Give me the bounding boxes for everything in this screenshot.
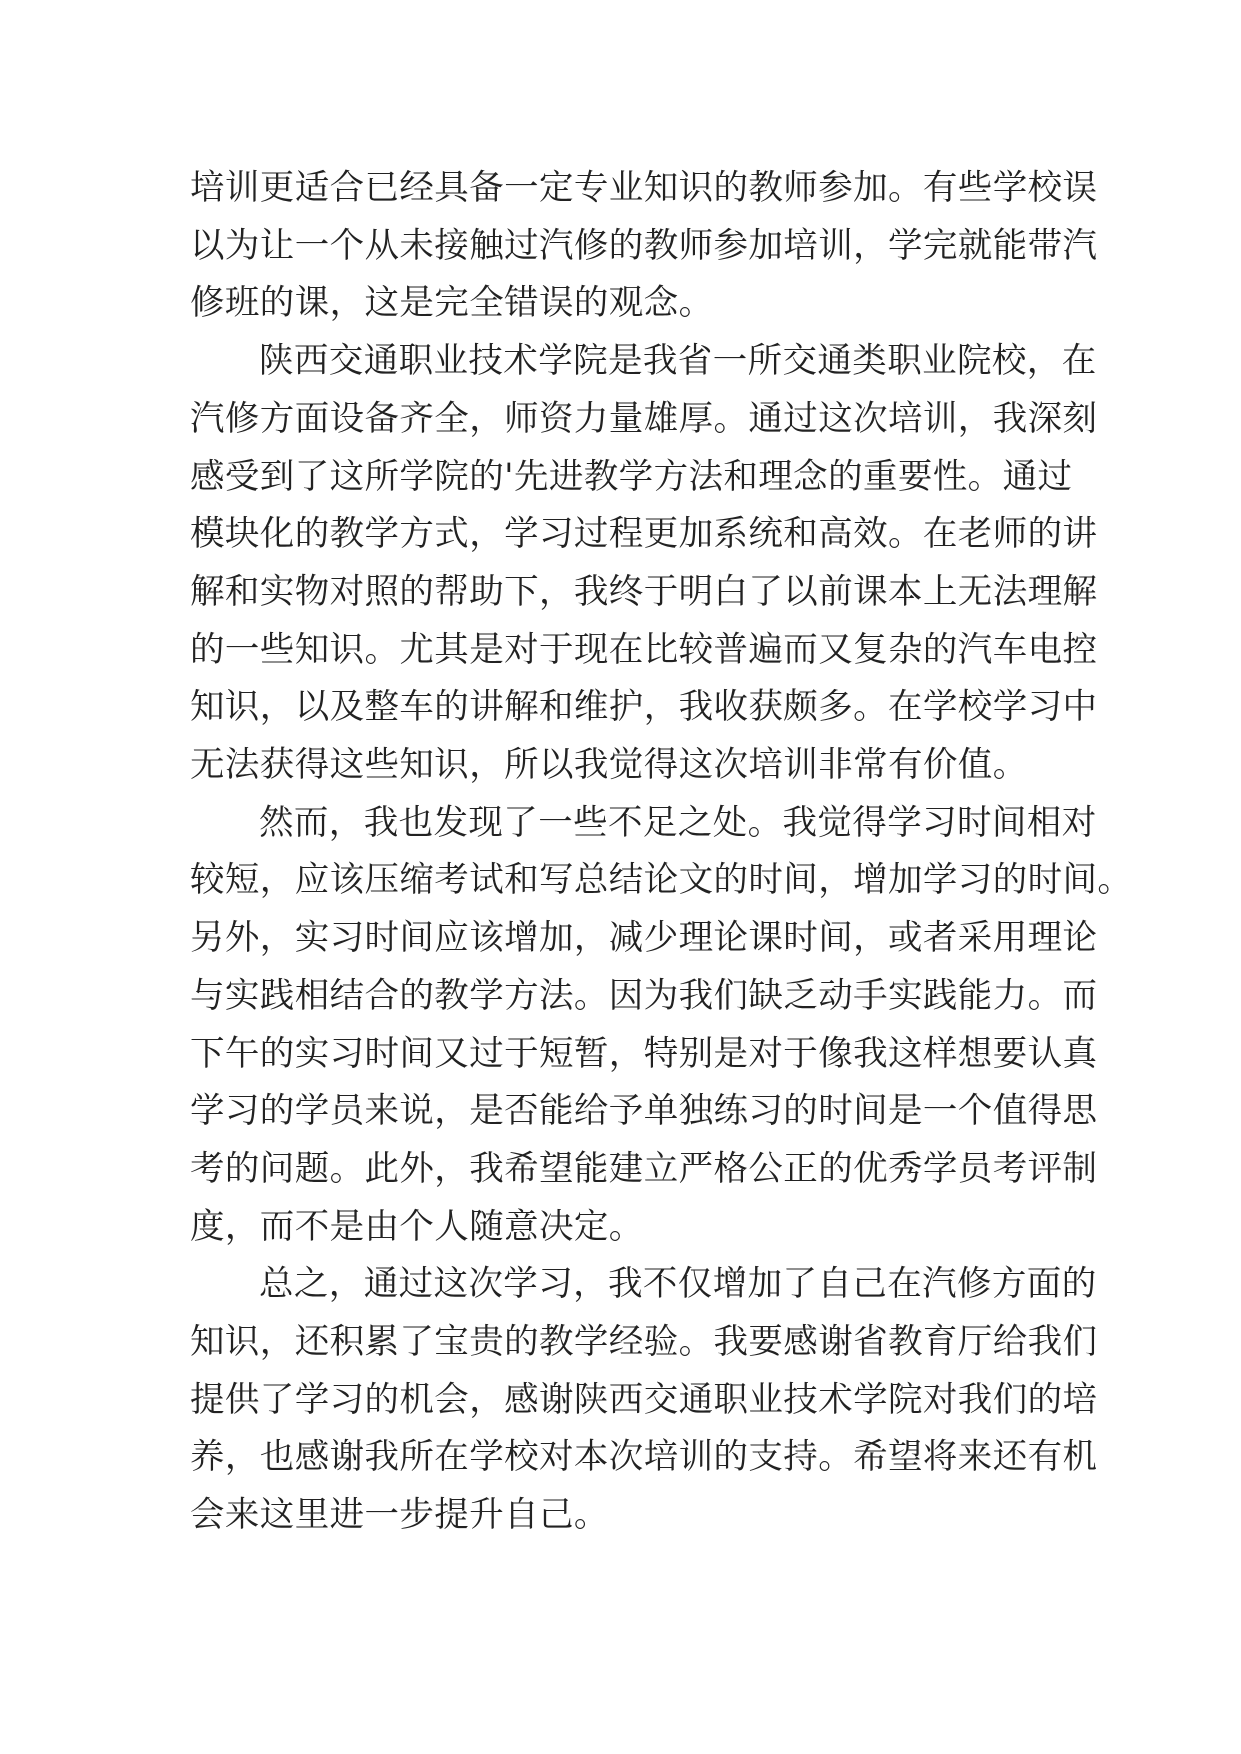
paragraph-4: [190, 1256, 1098, 1545]
text-line: 总之，通过这次学习，我不仅增加了自己在汽修方面的: [259, 1264, 1097, 1305]
text-line: 模块化的教学方式，学习过程更加系统和高效。在老师的讲: [190, 514, 1098, 555]
text-line: 培训更适合已经具备一定专业知识的教师参加。有些学校误: [190, 168, 1098, 208]
text-line: 知识，还积累了宝贵的教学经验。我要感谢省教育厅给我们: [190, 1322, 1098, 1363]
text-line: 无法获得这些知识，所以我觉得这次培训非常有价值。: [190, 745, 1028, 786]
text-line: 的一些知识。尤其是对于现在比较普遍而又复杂的汽车电控: [190, 629, 1098, 670]
text-line: 考的问题。此外，我希望能建立严格公正的优秀学员考评制: [190, 1148, 1098, 1189]
text-line: 以为让一个从未接触过汽修的教师参加培训，学完就能带汽: [190, 225, 1098, 266]
text-line: 感受到了这所学院的'先进教学方法和理念的重要性。通过: [190, 456, 1073, 497]
document-body: [190, 160, 1133, 1545]
paragraph-3: [190, 795, 1133, 1257]
paragraph-1: [190, 160, 1098, 333]
text-line: 会来这里进一步提升自己。: [190, 1495, 609, 1536]
text-line: 度，而不是由个人随意决定。: [190, 1206, 644, 1247]
text-line: 养，也感谢我所在学校对本次培训的支持。希望将来还有机: [190, 1437, 1098, 1478]
text-line: 与实践相结合的教学方法。因为我们缺乏动手实践能力。而: [190, 975, 1098, 1016]
text-line: 知识，以及整车的讲解和维护，我收获颇多。在学校学习中: [190, 687, 1098, 728]
text-line: 修班的课，这是完全错误的观念。: [190, 283, 714, 324]
text-line: 较短，应该压缩考试和写总结论文的时间，增加学习的时间。: [190, 860, 1133, 901]
text-line: 解和实物对照的帮助下，我终于明白了以前课本上无法理解: [190, 571, 1098, 612]
text-line: 提供了学习的机会，感谢陕西交通职业技术学院对我们的培: [190, 1379, 1098, 1420]
text-line: 然而，我也发现了一些不足之处。我觉得学习时间相对: [259, 802, 1097, 843]
text-line: 下午的实习时间又过于短暂，特别是对于像我这样想要认真: [190, 1033, 1098, 1074]
text-line: 另外，实习时间应该增加，减少理论课时间，或者采用理论: [190, 918, 1098, 959]
paragraph-2: [190, 333, 1098, 795]
text-line: 陕西交通职业技术学院是我省一所交通类职业院校，在: [259, 341, 1097, 382]
text-line: 汽修方面设备齐全，师资力量雄厚。通过这次培训，我深刻: [190, 398, 1098, 439]
text-line: 学习的学员来说，是否能给予单独练习的时间是一个值得思: [190, 1091, 1098, 1132]
